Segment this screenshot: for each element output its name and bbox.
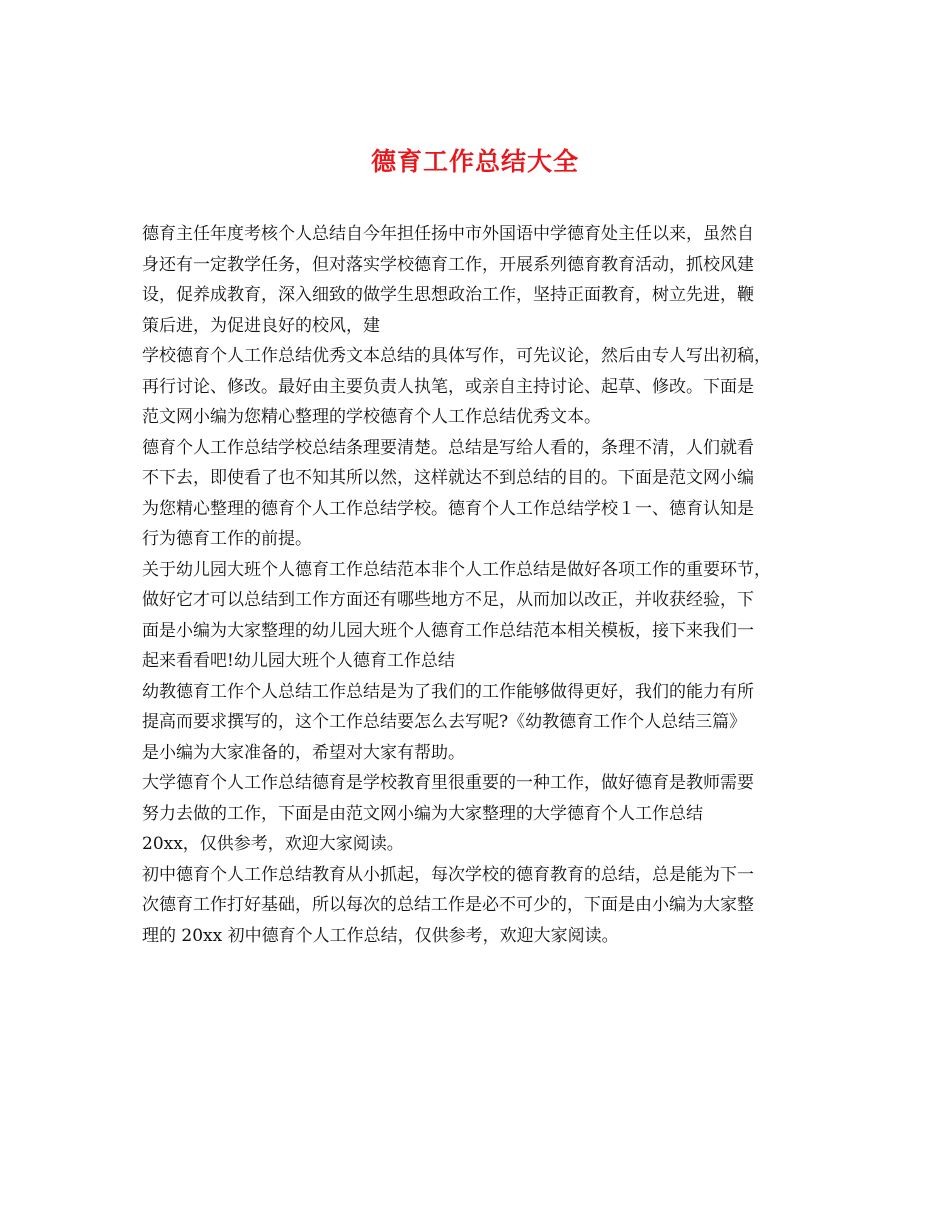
text-line: 行为德育工作的前提。 — [142, 529, 312, 549]
text-line: 大学德育个人工作总结德育是学校教育里很重要的一种工作，做好德育是教师需要 — [142, 773, 754, 793]
document-body — [142, 219, 822, 951]
text-line: 德育主任年度考核个人总结自今年担任扬中市外国语中学德育处主任以来，虽然自 — [142, 224, 754, 244]
text-line: 不下去，即使看了也不知其所以然，这样就达不到总结的目的。下面是范文网小编 — [142, 468, 754, 488]
paragraph — [142, 860, 822, 952]
text-line: 关于幼儿园大班个人德育工作总结范本非个人工作总结是做好各项工作的重要环节， — [142, 559, 771, 580]
text-line: 设，促养成教育，深入细致的做学生思想政治工作，坚持正面教育，树立先进，鞭 — [142, 285, 754, 305]
text-line: 身还有一定教学任务，但对落实学校德育工作，开展系列德育教育活动，抓校风建 — [142, 254, 754, 275]
text-line: 次德育工作打好基础，所以每次的总结工作是必不可少的，下面是由小编为大家整 — [142, 895, 754, 915]
text-line: 面是小编为大家整理的幼儿园大班个人德育工作总结范本相关模板，接下来我们一 — [142, 620, 754, 641]
text-line: 为您精心整理的德育个人工作总结学校。德育个人工作总结学校１一、德育认知是 — [142, 498, 754, 519]
paragraph — [142, 219, 822, 341]
text-line: 提高而要求撰写的，这个工作总结要怎么去写呢?《幼教德育工作个人总结三篇》 — [142, 712, 747, 732]
text-line: 起来看看吧!幼儿园大班个人德育工作总结 — [142, 651, 455, 671]
paragraph — [142, 341, 822, 433]
text-line: 学校德育个人工作总结优秀文本总结的具体写作，可先议论，然后由专人写出初稿， — [142, 346, 771, 366]
text-line: 初中德育个人工作总结教育从小抓起，每次学校的德育教育的总结，总是能为下一 — [142, 864, 754, 885]
paragraph — [142, 677, 822, 769]
text-line: 努力去做的工作，下面是由范文网小编为大家整理的大学德育个人工作总结 — [142, 803, 703, 824]
text-line: 幼教德育工作个人总结工作总结是为了我们的工作能够做得更好，我们的能力有所 — [142, 681, 754, 702]
text-line: 策后进，为促进良好的校风，建 — [142, 315, 380, 336]
text-line: 做好它才可以总结到工作方面还有哪些地方不足，从而加以改正，并收获经验，下 — [142, 590, 754, 610]
paragraph — [142, 768, 822, 860]
text-line: 理的 20xx 初中德育个人工作总结，仅供参考，欢迎大家阅读。 — [142, 925, 619, 946]
document-title: 德育工作总结大全 — [370, 147, 579, 176]
text-line: 20xx，仅供参考，欢迎大家阅读。 — [142, 834, 404, 854]
text-line: 是小编为大家准备的，希望对大家有帮助。 — [142, 742, 465, 763]
text-line: 再行讨论、修改。最好由主要负责人执笔，或亲自主持讨论、起草、修改。下面是 — [142, 376, 754, 397]
paragraph — [142, 555, 822, 677]
paragraph — [142, 433, 822, 555]
text-line: 德育个人工作总结学校总结条理要清楚。总结是写给人看的，条理不清，人们就看 — [142, 437, 754, 458]
text-line: 范文网小编为您精心整理的学校德育个人工作总结优秀文本。 — [142, 407, 601, 427]
